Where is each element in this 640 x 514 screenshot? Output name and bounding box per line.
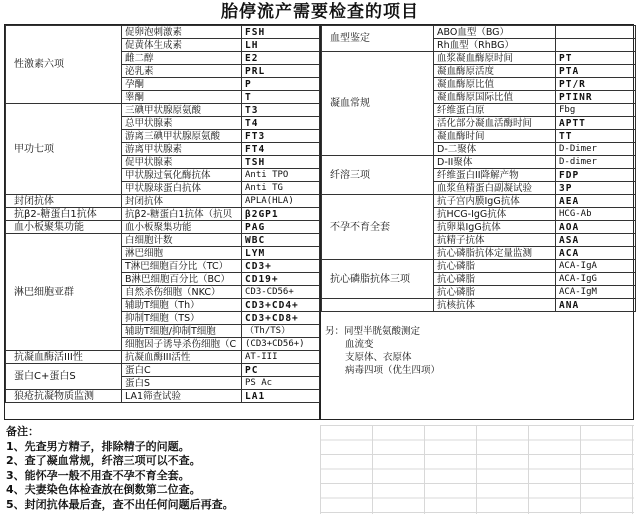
test-code-cell: ASA — [556, 234, 636, 247]
category-cell: 狼疮抗凝物质监测 — [6, 390, 122, 403]
table-row — [6, 351, 320, 364]
category-cell: 纤溶三项 — [322, 156, 434, 195]
test-name-cell: Rh血型（RhBG） — [434, 39, 556, 52]
test-name-cell: 抗β2-糖蛋白1抗体（抗贝 — [122, 208, 242, 221]
test-name-cell: 抗心磷脂 — [434, 273, 556, 286]
additional-label: 另： — [325, 326, 345, 337]
category-cell: 蛋白C+蛋白S — [6, 364, 122, 390]
category-cell: 甲功七项 — [6, 104, 122, 195]
test-code-cell: FT3 — [242, 130, 320, 143]
test-name-cell: 蛋白S — [122, 377, 242, 390]
category-cell: 抗凝血酶活III性 — [6, 351, 122, 364]
test-code-cell: AEA — [556, 195, 636, 208]
test-name-cell: 自然杀伤细胞（NKC） — [122, 286, 242, 299]
table-row — [322, 195, 636, 208]
table-row — [6, 234, 320, 247]
category-cell — [322, 299, 434, 312]
category-cell: 抗β2-糖蛋白1抗体 — [6, 208, 122, 221]
table-row — [322, 156, 636, 169]
test-code-cell: CD3+ — [242, 260, 320, 273]
test-code-cell: Anti TG — [242, 182, 320, 195]
test-code-cell: PRL — [242, 65, 320, 78]
test-code-cell: PT/R — [556, 78, 636, 91]
table-row — [6, 26, 320, 39]
additional-item: 支原体、衣原体 — [345, 352, 412, 363]
category-cell: 抗心磷脂抗体三项 — [322, 260, 434, 299]
test-name-cell: 抗核抗体 — [434, 299, 556, 312]
table-row — [6, 208, 320, 221]
table-row — [6, 195, 320, 208]
test-code-cell: TT — [556, 130, 636, 143]
category-cell: 封闭抗体 — [6, 195, 122, 208]
test-code-cell: APTT — [556, 117, 636, 130]
test-code-cell: FDP — [556, 169, 636, 182]
test-name-cell: 泌乳素 — [122, 65, 242, 78]
note-item: 4、夫妻染色体检查放在倒数第二位查。 — [6, 483, 201, 496]
category-cell: 血型鉴定 — [322, 26, 434, 52]
additional-item: 血流变 — [345, 339, 374, 350]
test-name-cell: 淋巴细胞 — [122, 247, 242, 260]
table-row — [6, 390, 320, 403]
test-name-cell: 促卵泡刺激素 — [122, 26, 242, 39]
note-item: 1、先查男方精子，排除精子的问题。 — [6, 439, 190, 453]
test-name-cell: 活化部分凝血活酶时间 — [434, 117, 556, 130]
test-code-cell: FSH — [242, 26, 320, 39]
test-name-cell: 孕酮 — [122, 78, 242, 91]
test-code-cell: FT4 — [242, 143, 320, 156]
test-name-cell: 纤维蛋白原 — [434, 104, 556, 117]
table-row — [322, 299, 636, 312]
test-code-cell: D-Dimer — [556, 143, 636, 156]
test-code-cell: WBC — [242, 234, 320, 247]
test-code-cell: LH — [242, 39, 320, 52]
test-name-cell: T淋巴细胞百分比（TC） — [122, 260, 242, 273]
category-cell: 血小板聚集功能 — [6, 221, 122, 234]
test-name-cell: 甲状腺球蛋白抗体 — [122, 182, 242, 195]
test-code-cell: P — [242, 78, 320, 91]
note-item: 5、封闭抗体最后查，查不出任何问题后再查。 — [6, 497, 234, 511]
table-row — [322, 26, 636, 39]
test-code-cell: PTA — [556, 65, 636, 78]
table-row — [6, 221, 320, 234]
test-code-cell: PC — [242, 364, 320, 377]
test-name-cell: 抗精子抗体 — [434, 234, 556, 247]
test-name-cell: ABO血型（BG） — [434, 26, 556, 39]
test-code-cell — [556, 39, 636, 52]
test-code-cell: CD3-CD56+ — [242, 286, 320, 299]
test-code-cell: T3 — [242, 104, 320, 117]
additional-item: 同型半胱氨酸测定 — [344, 326, 421, 337]
right-table-panel — [320, 24, 634, 420]
test-code-cell: ACA-IgG — [556, 273, 636, 286]
test-name-cell: 血浆鱼精蛋白副凝试验 — [434, 182, 556, 195]
test-name-cell: 抗心磷脂 — [434, 260, 556, 273]
test-code-cell: Anti TPO — [242, 169, 320, 182]
additional-tests — [321, 325, 633, 377]
test-code-cell: T4 — [242, 117, 320, 130]
test-name-cell: 辅助T细胞/抑制T细胞 — [122, 325, 242, 338]
test-name-cell: 总甲状腺素 — [122, 117, 242, 130]
test-name-cell: 游离甲状腺素 — [122, 143, 242, 156]
test-name-cell: 抗子宫内膜IgG抗体 — [434, 195, 556, 208]
test-name-cell: 血小板聚集功能 — [122, 221, 242, 234]
table-row — [322, 260, 636, 273]
test-name-cell: 促黄体生成素 — [122, 39, 242, 52]
test-name-cell: 抗心磷脂抗体定量监测 — [434, 247, 556, 260]
test-code-cell: PTINR — [556, 91, 636, 104]
test-code-cell: ANA — [556, 299, 636, 312]
test-name-cell: D-二聚体 — [434, 143, 556, 156]
page-title: 胎停流产需要检查的项目 — [221, 2, 419, 22]
left-table-panel — [4, 24, 320, 420]
test-name-cell: 睾酮 — [122, 91, 242, 104]
test-name-cell: 凝血酶原国际比值 — [434, 91, 556, 104]
test-name-cell: 游离三碘甲状腺原氨酸 — [122, 130, 242, 143]
test-code-cell: TSH — [242, 156, 320, 169]
test-name-cell: 抑制T细胞（TS） — [122, 312, 242, 325]
test-code-cell: CD3+CD8+ — [242, 312, 320, 325]
test-name-cell: 纤维蛋白II降解产物 — [434, 169, 556, 182]
test-name-cell: 抗卵巢IgG抗体 — [434, 221, 556, 234]
right-test-table — [321, 25, 636, 312]
test-code-cell: Fbg — [556, 104, 636, 117]
test-name-cell: 抗HCG-IgG抗体 — [434, 208, 556, 221]
notes-heading: 备注： — [6, 425, 39, 438]
note-item: 3、能怀孕一般不用查不孕不育全套。 — [6, 468, 190, 482]
test-name-cell: B淋巴细胞百分比（BC） — [122, 273, 242, 286]
test-code-cell: LA1 — [242, 390, 320, 403]
test-code-cell: PT — [556, 52, 636, 65]
test-code-cell — [556, 26, 636, 39]
test-code-cell: D-dimer — [556, 156, 636, 169]
test-code-cell: ACA-IgA — [556, 260, 636, 273]
test-code-cell: PS Ac — [242, 377, 320, 390]
test-code-cell: (CD3+CD56+) — [242, 338, 320, 351]
test-code-cell: AOA — [556, 221, 636, 234]
test-code-cell: LYM — [242, 247, 320, 260]
additional-item: 病毒四项（优生四项） — [345, 365, 441, 376]
table-row — [322, 52, 636, 65]
test-code-cell: β2GP1 — [242, 208, 320, 221]
test-code-cell: CD3+CD4+ — [242, 299, 320, 312]
test-code-cell: 3P — [556, 182, 636, 195]
test-name-cell: 三碘甲状腺原氨酸 — [122, 104, 242, 117]
test-name-cell: 凝血酶时间 — [434, 130, 556, 143]
category-cell: 性激素六项 — [6, 26, 122, 104]
left-test-table — [5, 25, 320, 403]
test-code-cell: ACA — [556, 247, 636, 260]
test-code-cell: （Th/TS） — [242, 325, 320, 338]
test-name-cell: 白细胞计数 — [122, 234, 242, 247]
test-name-cell: 抗心磷脂 — [434, 286, 556, 299]
notes-section — [4, 425, 634, 514]
test-name-cell: 促甲状腺素 — [122, 156, 242, 169]
test-name-cell: 辅助T细胞（Th） — [122, 299, 242, 312]
test-code-cell: CD19+ — [242, 273, 320, 286]
category-cell: 淋巴细胞亚群 — [6, 234, 122, 351]
table-row — [6, 364, 320, 377]
note-item: 2、查了凝血常规，纤溶三项可以不查。 — [6, 454, 201, 467]
test-code-cell: HCG-Ab — [556, 208, 636, 221]
test-name-cell: 封闭抗体 — [122, 195, 242, 208]
test-code-cell: PAG — [242, 221, 320, 234]
category-cell: 凝血常规 — [322, 52, 434, 156]
test-name-cell: 凝血酶原活度 — [434, 65, 556, 78]
test-name-cell: 抗凝血酶III活性 — [122, 351, 242, 364]
test-code-cell: ACA-IgM — [556, 286, 636, 299]
test-name-cell: 雌二醇 — [122, 52, 242, 65]
table-row — [6, 104, 320, 117]
test-name-cell: LA1筛查试验 — [122, 390, 242, 403]
test-name-cell: 蛋白C — [122, 364, 242, 377]
test-code-cell: AT-III — [242, 351, 320, 364]
test-code-cell: APLA(HLA) — [242, 195, 320, 208]
test-code-cell: E2 — [242, 52, 320, 65]
test-name-cell: 凝血酶原比值 — [434, 78, 556, 91]
test-name-cell: D-II聚体 — [434, 156, 556, 169]
test-name-cell: 细胞因子诱导杀伤细胞（C — [122, 338, 242, 351]
category-cell: 不孕不育全套 — [322, 195, 434, 260]
test-code-cell: T — [242, 91, 320, 104]
test-name-cell: 甲状腺过氧化酶抗体 — [122, 169, 242, 182]
test-name-cell: 血浆凝血酶原时间 — [434, 52, 556, 65]
